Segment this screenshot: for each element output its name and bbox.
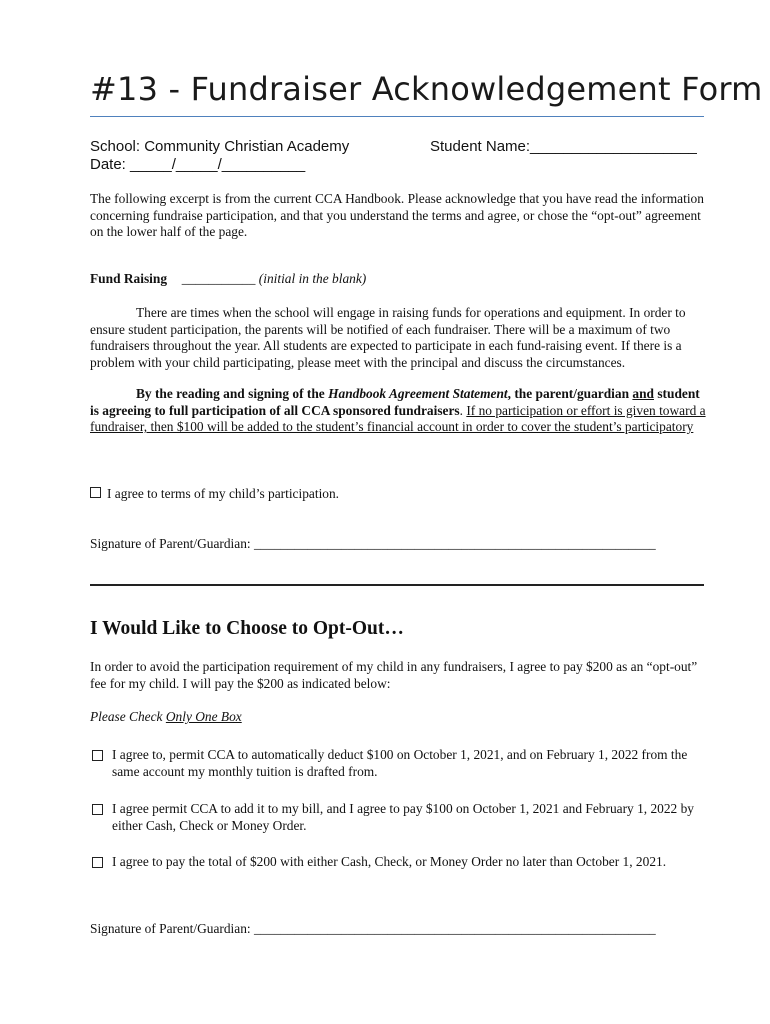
option-1-label: I agree to, permit CCA to automatically deduct $100 on October 1, 2021, and on February 1, 2022 from the same account my monthly tuition is drafted from. (112, 747, 688, 779)
agreement-part-b: Handbook Agreement Statement (328, 386, 508, 401)
agreement-part-d: and (632, 386, 654, 401)
fund-raising-paragraph: There are times when the school will engage in raising funds for operations and equipment. In order to ensure student participation, the parents will be notified of each fundraiser. There will be a maximum of two fundraisers throughout the year. All students are expected to participate in each fund-raising event. If there is a problem with your child participating, please meet with the principal and discuss the circumstances. (90, 305, 686, 370)
agreement-part-c: , the parent/guardian (507, 386, 633, 401)
agreement-statement (90, 386, 706, 436)
fund-raising-label: Fund Raising (90, 271, 168, 286)
agreement-part-f: . (459, 402, 467, 418)
initial-note: (initial in the blank) (258, 271, 367, 286)
intro-paragraph: The following excerpt is from the current CCA Handbook. Please acknowledge that you have read the information concerning fundraise participation, and that you understand the terms and agree, or chose the “opt-out” agreement on the lower half of the page. (90, 191, 704, 239)
opt-out-option-2[interactable] (90, 801, 706, 834)
opt-out-option-3[interactable] (90, 854, 706, 871)
check-instruction (90, 709, 242, 726)
title-underline (90, 116, 704, 117)
option-2-label: I agree permit CCA to add it to my bill, and I agree to pay $100 on October 1, 2021 and February 1, 2022 by either Cash, Check or Money Order. (112, 801, 694, 833)
fund-raising-line (90, 271, 366, 288)
option-3-checkbox[interactable] (92, 857, 103, 868)
signature-line-2[interactable]: Signature of Parent/Guardian: ____________________________________________________________ (90, 921, 656, 936)
student-name-field[interactable]: Student Name:____________________ (430, 138, 697, 155)
agree-checkbox[interactable] (90, 487, 101, 498)
check-instruction-prefix: Please Check (90, 709, 166, 724)
school-line: School: Community Christian Academy (90, 138, 350, 155)
opt-out-heading: I Would Like to Choose to Opt-Out… (90, 618, 404, 639)
agree-checkbox-label: I agree to terms of my child’s participation. (107, 486, 340, 501)
agreement-part-a: By the reading and signing of the (136, 386, 329, 401)
section-divider (90, 584, 704, 586)
opt-out-option-1[interactable] (90, 747, 706, 780)
agree-checkbox-row[interactable] (90, 486, 339, 503)
opt-out-paragraph: In order to avoid the participation requirement of my child in any fundraisers, I agree to pay $200 as an “opt-out” fee for my child. I will pay the $200 as indicated below: (90, 659, 698, 691)
agreement-part-g: If no participation or effort is given toward a fundraiser, then $100 will be added to the student’s financial account in order to cover the student’s participatory (90, 402, 706, 434)
initial-blank[interactable]: ___________ (181, 271, 256, 286)
agreement-part-e: student is agreeing to full participation of all CCA sponsored fundraisers (90, 386, 700, 418)
option-1-checkbox[interactable] (92, 750, 103, 761)
option-3-label: I agree to pay the total of $200 with either Cash, Check, or Money Order no later than October 1, 2021. (112, 854, 667, 869)
date-field[interactable]: Date: _____/_____/__________ (90, 156, 306, 173)
page-title: #13 - Fundraiser Acknowledgement Form (90, 70, 763, 108)
option-2-checkbox[interactable] (92, 804, 103, 815)
check-instruction-emphasis: Only One Box (165, 709, 242, 724)
signature-line-1[interactable]: Signature of Parent/Guardian: ____________________________________________________________ (90, 536, 656, 551)
